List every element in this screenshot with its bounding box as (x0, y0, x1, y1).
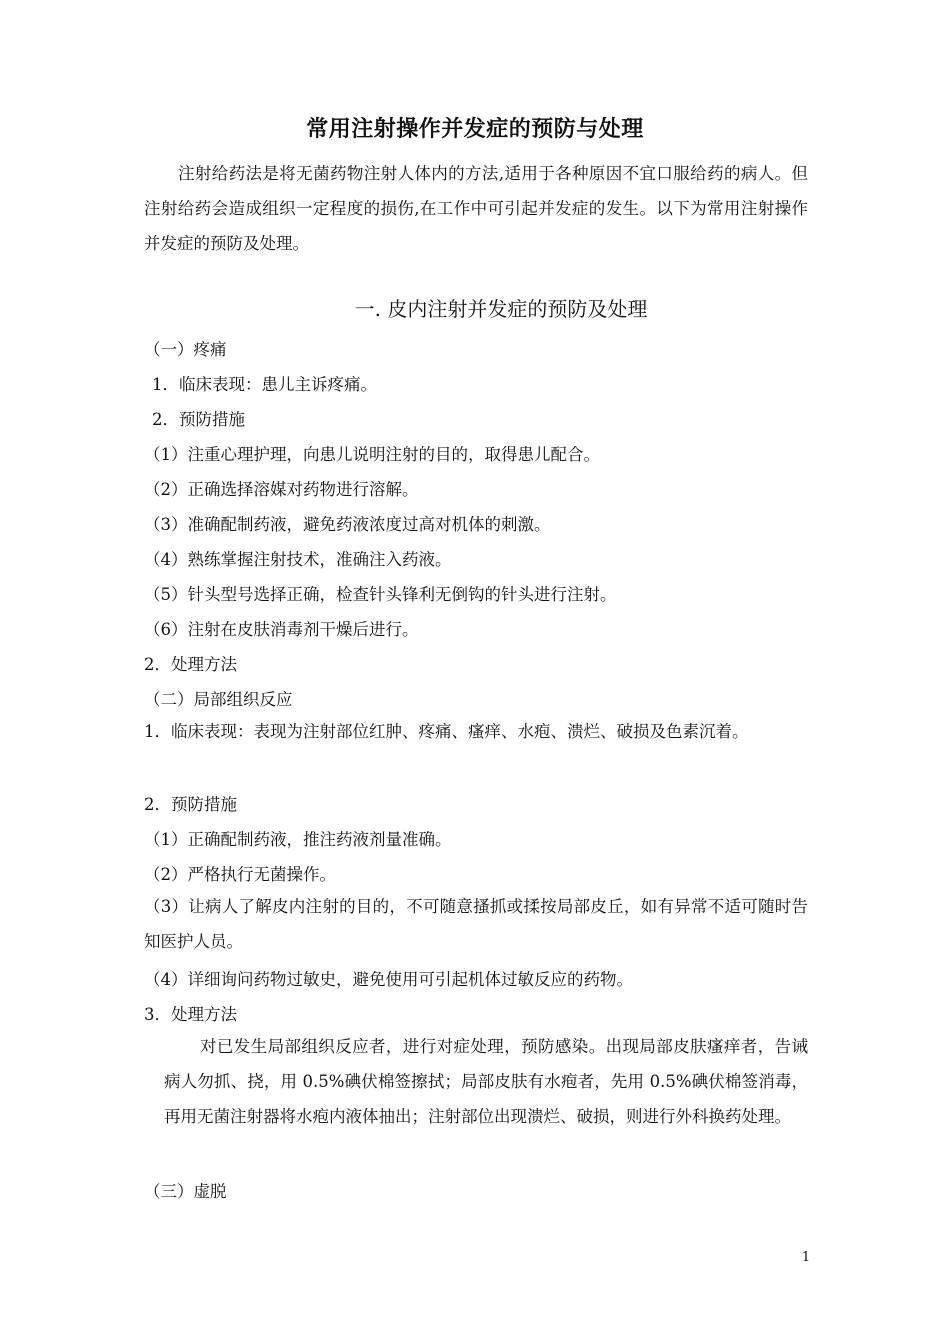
list-item: （6）注射在皮肤消毒剂干燥后进行。 (144, 620, 419, 639)
page-number: 1 (801, 1250, 811, 1265)
list-item: （1）正确配制药液，推注药液剂量准确。 (144, 830, 452, 849)
list-item: （4）熟练掌握注射技术，准确注入药液。 (144, 550, 452, 569)
list-item: （4）详细询问药物过敏史，避免使用可引起机体过敏反应的药物。 (144, 970, 633, 989)
text-line: 2．处理方法 (144, 655, 237, 674)
list-item: （1）注重心理护理，向患儿说明注射的目的，取得患儿配合。 (144, 445, 600, 464)
list-item: （5）针头型号选择正确，检查针头锋利无倒钩的针头进行注射。 (144, 585, 617, 604)
subsection-heading: （三）虚脱 (144, 1182, 227, 1201)
text-paragraph: 对已发生局部组织反应者，进行对症处理，预防感染。出现局部皮肤瘙痒者，告诫病人勿抓、挠，用 0.5%碘伏棉签擦拭；局部皮肤有水疱者，先用 0.5%碘伏棉签消毒，再用无菌注射器将水疱内液体抽出；注射部位出现溃烂、破损，则进行外科换药处理。 (164, 1037, 808, 1126)
text-line: 2．预防措施 (152, 410, 245, 429)
list-item: （3）准确配制药液，避免药液浓度过高对机体的刺激。 (144, 515, 551, 534)
text-line: 2．预防措施 (144, 795, 237, 814)
list-item: （3）让病人了解皮内注射的目的，不可随意搔抓或揉按局部皮丘，如有异常不适可随时告知医护人员。 (144, 897, 808, 951)
intro-paragraph: 注射给药法是将无菌药物注射人体内的方法,适用于各种原因不宜口服给药的病人。但注射给药会造成组织一定程度的损伤,在工作中可引起并发症的发生。以下为常用注射操作并发症的预防及处理。 (144, 164, 808, 253)
text-line: 3．处理方法 (144, 1005, 237, 1024)
text-paragraph: 1．临床表现：表现为注射部位红肿、疼痛、瘙痒、水疱、溃烂、破损及色素沉着。 (144, 722, 749, 741)
text-line: 1．临床表现：患儿主诉疼痛。 (152, 375, 377, 394)
list-item: （2）正确选择溶媒对药物进行溶解。 (144, 480, 419, 499)
subsection-heading: （一）疼痛 (144, 340, 227, 359)
section-heading: 一. 皮内注射并发症的预防及处理 (354, 297, 648, 321)
document-title: 常用注射操作并发症的预防与处理 (306, 116, 644, 142)
list-item: （2）严格执行无菌操作。 (144, 865, 336, 884)
subsection-heading: （二）局部组织反应 (144, 690, 293, 709)
